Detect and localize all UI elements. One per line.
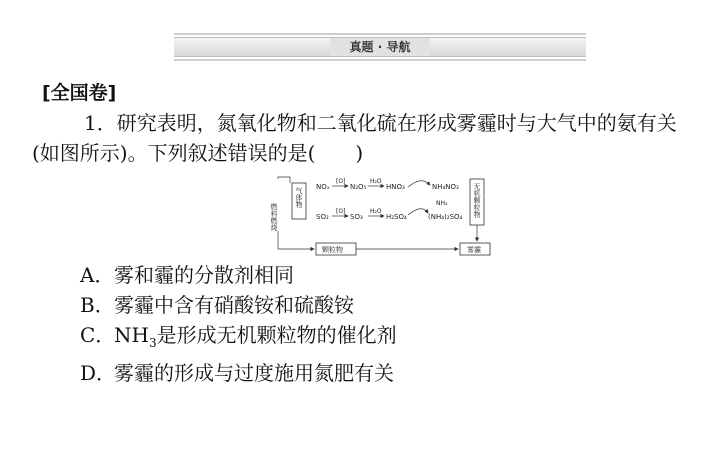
haze-box-label: 雾霾 <box>467 246 481 254</box>
particle-box-label: 颗粒物 <box>322 246 343 254</box>
bottom-h2o: H₂O <box>370 208 382 215</box>
bottom-nh42so4: (NH₄)₂SO₄ <box>428 213 463 221</box>
fuel-arrow <box>278 177 290 183</box>
bottom-arrow-3 <box>408 209 428 215</box>
haze-formation-diagram <box>266 175 494 259</box>
option-key: B． <box>80 293 115 317</box>
option-formula: NH <box>114 323 149 347</box>
header-label: 真题 · 导航 <box>330 38 430 56</box>
option-subscript: 3 <box>148 336 157 350</box>
option-b <box>80 290 397 320</box>
fuel-label: 燃料燃烧 <box>270 203 278 231</box>
option-text: 雾霾中含有硝酸铵和硫酸铵 <box>114 293 354 317</box>
option-key: C． <box>80 323 116 347</box>
option-d <box>80 358 397 388</box>
question-text: 研究表明，氮氧化物和二氧化硫在形成雾霾时与大气中的氨有关(如图所示)。下列叙述错误的是( ) <box>32 111 677 165</box>
question-stem <box>32 108 692 168</box>
option-key: D． <box>80 361 117 385</box>
question-number: 1． <box>84 111 117 135</box>
top-hno3: HNO₃ <box>386 183 405 191</box>
bottom-so3: SO₃ <box>350 213 363 221</box>
option-text: 雾霾的形成与过度施用氮肥有关 <box>114 361 394 385</box>
top-nox: NOₓ <box>316 183 330 191</box>
option-text: 雾和霾的分散剂相同 <box>114 263 294 287</box>
top-o: [O] <box>336 178 346 185</box>
bottom-o: [O] <box>336 208 346 215</box>
top-arrow-3 <box>408 181 430 187</box>
gas-box-label: 气体物 <box>295 187 303 208</box>
option-a <box>80 260 397 290</box>
bottom-h2so4: H₂SO₄ <box>386 213 407 221</box>
bottom-so2: SO₂ <box>316 213 329 221</box>
top-n2o5: N₂O₅ <box>350 183 367 191</box>
fuel-to-particle-line <box>278 231 314 249</box>
option-c <box>80 320 397 358</box>
option-text: 是形成无机颗粒物的催化剂 <box>156 323 397 347</box>
top-h2o: H₂O <box>370 178 382 185</box>
inorganic-box-label: 无机颗粒物 <box>473 183 481 218</box>
nh3-label: NH₃ <box>436 200 448 207</box>
option-key: A． <box>80 263 115 287</box>
options-list <box>80 260 397 388</box>
section-title: [全国卷] <box>42 82 117 104</box>
top-nh4no3: NH₄NO₃ <box>432 183 459 191</box>
